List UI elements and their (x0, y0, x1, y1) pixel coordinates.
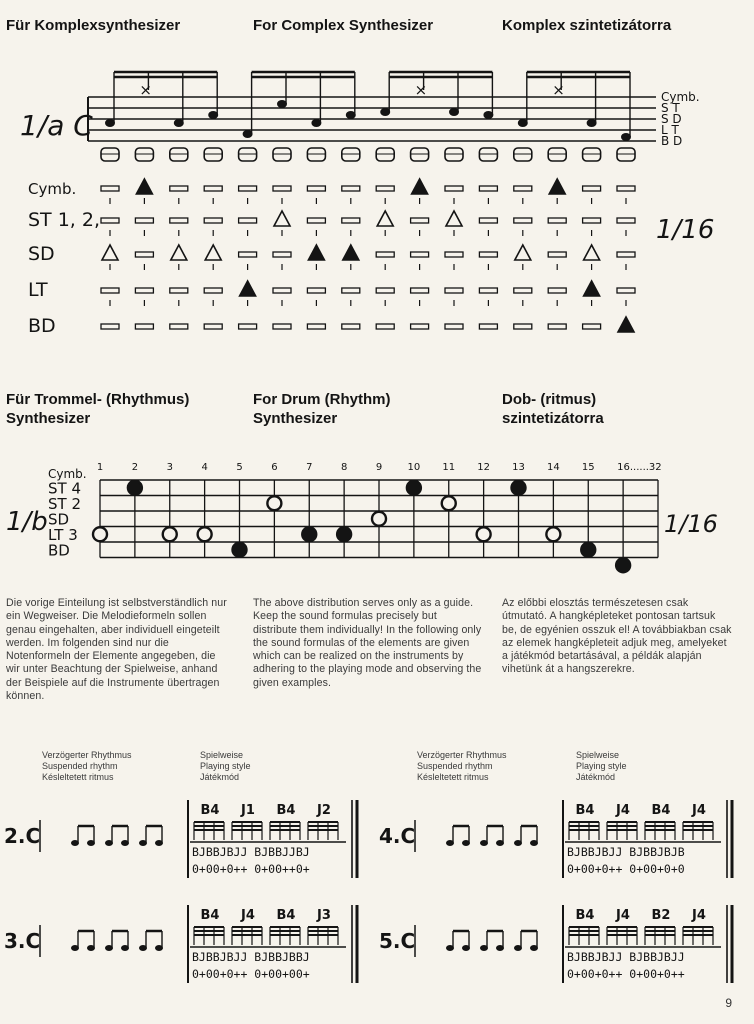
example-notehead (496, 840, 504, 846)
group-label: B4 (575, 908, 595, 923)
header-de-complex: Für Komplexsynthesizer (6, 17, 181, 34)
group-label: B4 (575, 803, 595, 818)
header-en-drum (253, 390, 391, 428)
header-en-drum-line2: Synthesizer (253, 410, 338, 427)
beat-number: 1 (96, 462, 104, 473)
beat-number: 2 (131, 462, 139, 473)
rest-box (170, 324, 188, 329)
example-notehead (87, 840, 95, 846)
paragraph-hu (502, 597, 732, 677)
hit-triangle (136, 179, 152, 194)
example-notehead (121, 840, 129, 846)
example-notehead (87, 945, 95, 951)
rest-box (239, 252, 257, 257)
rhythm-note (372, 512, 386, 526)
staff-label: SD (48, 510, 70, 529)
beat-number: 7 (306, 462, 313, 473)
rest-box (548, 218, 566, 223)
example-notehead (121, 945, 129, 951)
side-mark: 1/16 (664, 510, 718, 538)
rest-box (479, 252, 497, 257)
header-hu-drum-line1: Dob- (ritmus) (502, 391, 597, 408)
example-notehead (462, 945, 470, 951)
beat-number: 11 (442, 462, 456, 473)
right-rhythm-label (417, 750, 507, 783)
rest-box (273, 186, 291, 191)
example-notehead (446, 840, 454, 846)
drum-synth-diagram (0, 450, 754, 590)
example-letters: BJBBJBJJ BJBBJJBJ (192, 845, 310, 859)
group-label: J1 (241, 803, 255, 818)
example-marks: 0+00+0++ 0+00+0+0 (567, 862, 685, 876)
rhythm-note (407, 481, 421, 495)
example-notehead (105, 840, 113, 846)
hit-triangle (377, 211, 393, 226)
right-rhythm-label-hu: Késleltetett ritmus (417, 772, 489, 782)
rest-box (514, 218, 532, 223)
header-hu-complex: Komplex szintetizátorra (502, 17, 672, 34)
rest-box (273, 324, 291, 329)
header-hu-drum-line2: szintetizátorra (502, 410, 604, 427)
row-label: LT (28, 279, 48, 301)
staff-label: Cymb. (661, 90, 700, 104)
rest-box (170, 288, 188, 293)
beat-number: 9 (375, 462, 383, 473)
rest-box (376, 324, 394, 329)
rest-box (583, 186, 601, 191)
left-style-label (200, 750, 251, 783)
rest-box (376, 288, 394, 293)
rest-box (514, 288, 532, 293)
group-label: J3 (317, 908, 331, 923)
rest-box (307, 288, 325, 293)
example-notehead (139, 945, 147, 951)
rest-box (548, 324, 566, 329)
rhythm-note (93, 527, 107, 541)
hit-triangle (274, 211, 290, 226)
rest-box (479, 218, 497, 223)
rest-box (411, 252, 429, 257)
example-notehead (514, 840, 522, 846)
group-label: J4 (692, 803, 706, 818)
example-notehead (155, 945, 163, 951)
hit-triangle (343, 245, 359, 260)
example-notehead (71, 840, 79, 846)
hit-triangle (584, 281, 600, 296)
rest-box (135, 252, 153, 257)
rest-box (307, 218, 325, 223)
left-style-label-de: Spielweise (200, 750, 244, 760)
rest-box (101, 218, 119, 223)
rest-box (583, 324, 601, 329)
staff-label: ST 4 (48, 479, 81, 498)
staff-label: S T (661, 101, 680, 115)
rest-box (445, 186, 463, 191)
rhythm-note (581, 543, 595, 557)
header-de-drum-line1: Für Trommel- (Rhythmus) (6, 391, 190, 408)
rest-box (548, 252, 566, 257)
example-notehead (480, 945, 488, 951)
group-label: B4 (200, 908, 220, 923)
staff-label: Cymb. (48, 467, 87, 481)
rhythm-note (163, 527, 177, 541)
example-label: 4.C (379, 824, 416, 848)
example-notehead (514, 945, 522, 951)
rest-box (135, 288, 153, 293)
rhythm-note (546, 527, 560, 541)
note-cross: × (414, 81, 428, 99)
example-notehead (105, 945, 113, 951)
rest-box (307, 186, 325, 191)
rhythm-note (477, 527, 491, 541)
rest-box (101, 288, 119, 293)
rest-box (204, 288, 222, 293)
paragraph-hu-text: Az előbbi elosztás természetesen csak útmutató. A hangképleteket pontosan tartsuk be, de egyénien osszuk el! A továbbiakban csak az elemek hangképleteit adjuk meg, amelyeket a játékmód betartásával, a példák alapján vihetünk át a hangszerekre. (502, 597, 732, 676)
group-label: J4 (241, 908, 255, 923)
paragraph-de (6, 597, 232, 703)
beat-number: 5 (236, 462, 243, 473)
hit-triangle (102, 245, 118, 260)
rest-box (617, 186, 635, 191)
rest-box (617, 288, 635, 293)
example-label: 5.C (379, 929, 416, 953)
beat-number: 10 (407, 462, 421, 473)
rest-box (135, 218, 153, 223)
header-de-drum (6, 390, 189, 428)
group-label: J4 (616, 803, 630, 818)
rest-box (239, 186, 257, 191)
rest-box (411, 324, 429, 329)
hit-triangle (171, 245, 187, 260)
staff-label: B D (661, 134, 683, 148)
complex-synth-diagram (0, 40, 754, 400)
right-style-label-hu: Játékmód (576, 772, 616, 782)
page-number: 9 (725, 996, 732, 1010)
paragraph-de-text: Die vorige Einteilung ist selbstverständlich nur ein Wegweiser. Die Melodieformeln sollen genau eingehalten, aber individuell eingeteilt werden. Im folgenden sind nur die Notenformeln der Elemente angegeben, die wir unter Beachtung der Spielweise, anhand der Beispiele auf die Instrumente übertragen können. (6, 597, 227, 703)
example-notehead (71, 945, 79, 951)
left-rhythm-label (42, 750, 132, 783)
group-label: J4 (616, 908, 630, 923)
rest-box (514, 186, 532, 191)
right-rhythm-label-de: Verzögerter Rhythmus (417, 750, 507, 760)
rest-box (135, 324, 153, 329)
example-notehead (462, 840, 470, 846)
example-notehead (530, 945, 538, 951)
group-label: J2 (317, 803, 331, 818)
example-notehead (496, 945, 504, 951)
example-letters: BJBBJBJJ BJBBJBJJ (567, 950, 685, 964)
beat-number: 13 (512, 462, 525, 473)
row-label: BD (28, 315, 56, 337)
hit-triangle (618, 317, 634, 332)
right-rhythm-label-en: Suspended rhythm (417, 761, 493, 771)
rest-box (101, 324, 119, 329)
rest-box (170, 186, 188, 191)
paragraph-en-text-2: Keep the sound formulas precisely but distribute them individually! In the following only the sound formulas of the elements are given which can be realized on the instruments by adhering to the playing mode and observing the given examples. (253, 610, 482, 689)
rest-box (445, 288, 463, 293)
paragraph-en (253, 597, 483, 690)
hit-triangle (549, 179, 565, 194)
beat-number: 16......32 (617, 462, 662, 473)
beat-number: 15 (581, 462, 595, 473)
rest-box (479, 186, 497, 191)
rest-box (342, 218, 360, 223)
staff-label: LT 3 (48, 526, 78, 544)
example-notehead (139, 840, 147, 846)
examples-notation (0, 790, 754, 990)
rest-box (101, 186, 119, 191)
beat-number: 4 (201, 462, 208, 473)
beat-number: 14 (547, 462, 560, 473)
right-style-label (576, 750, 627, 783)
left-rhythm-label-en: Suspended rhythm (42, 761, 118, 771)
example-letters: BJBBJBJJ BJBBJBJB (567, 845, 685, 859)
hit-triangle (412, 179, 428, 194)
example-label: 2.C (4, 824, 41, 848)
header-de-drum-line2: Synthesizer (6, 410, 91, 427)
staff-label: L T (661, 123, 679, 137)
rhythm-note (512, 481, 526, 495)
row-label: SD (28, 243, 55, 265)
rest-box (445, 324, 463, 329)
rest-box (479, 288, 497, 293)
rest-box (376, 186, 394, 191)
side-mark: 1/16 (656, 215, 715, 245)
rest-box (239, 324, 257, 329)
rest-box (376, 252, 394, 257)
example-marks: 0+00+0++ 0+00++0+ (192, 862, 310, 876)
example-marks: 0+00+0++ 0+00+00+ (192, 967, 310, 981)
hit-triangle (446, 211, 462, 226)
group-label: B4 (276, 803, 296, 818)
example-letters: BJBBJBJJ BJBBJBBJ (192, 950, 310, 964)
hit-triangle (515, 245, 531, 260)
rest-box (307, 324, 325, 329)
rest-box (204, 218, 222, 223)
rest-box (204, 324, 222, 329)
header-en-complex: For Complex Synthesizer (253, 17, 434, 34)
rest-box (411, 288, 429, 293)
rest-box (445, 252, 463, 257)
left-rhythm-label-de: Verzögerter Rhythmus (42, 750, 132, 760)
beat-number: 3 (166, 462, 173, 473)
note-cross: × (139, 81, 152, 99)
staff-label: ST 2 (48, 495, 81, 513)
beat-number: 12 (477, 462, 490, 473)
note-cross: × (552, 81, 565, 99)
example-label: 3.C (4, 929, 41, 953)
header-hu-drum (502, 390, 604, 428)
beat-number: 8 (340, 462, 348, 473)
rhythm-note (337, 527, 351, 541)
header-en-drum-line1: For Drum (Rhythm) (253, 391, 391, 408)
rest-box (617, 252, 635, 257)
rest-box (239, 218, 257, 223)
rest-box (617, 218, 635, 223)
rest-box (342, 324, 360, 329)
staff-label: BD (48, 541, 70, 560)
rest-box (273, 252, 291, 257)
rest-box (583, 218, 601, 223)
rest-box (479, 324, 497, 329)
right-style-label-de: Spielweise (576, 750, 620, 760)
rhythm-note (302, 527, 316, 541)
left-rhythm-label-hu: Késleltetett ritmus (42, 772, 114, 782)
rest-box (548, 288, 566, 293)
example-marks: 0+00+0++ 0+00+0++ (567, 967, 685, 981)
example-notehead (446, 945, 454, 951)
staff-label: S D (661, 112, 682, 126)
left-style-label-en: Playing style (200, 761, 251, 771)
section-mark: 1/b (6, 507, 48, 537)
rest-box (514, 324, 532, 329)
example-notehead (155, 840, 163, 846)
beat-number: 6 (271, 462, 278, 473)
rhythm-note (442, 496, 456, 510)
rest-box (342, 288, 360, 293)
group-label: J4 (692, 908, 706, 923)
group-label: B2 (651, 908, 671, 923)
rhythm-note (267, 496, 281, 510)
right-style-label-en: Playing style (576, 761, 627, 771)
hit-triangle (308, 245, 324, 260)
section-mark: 1/a C (20, 109, 93, 142)
hit-triangle (205, 245, 221, 260)
group-label: B4 (276, 908, 296, 923)
rest-box (342, 186, 360, 191)
rhythm-note (233, 543, 247, 557)
rest-box (273, 288, 291, 293)
hit-triangle (240, 281, 256, 296)
example-notehead (480, 840, 488, 846)
rest-box (170, 218, 188, 223)
rest-box (411, 218, 429, 223)
rhythm-note (616, 558, 630, 572)
group-label: B4 (651, 803, 671, 818)
left-style-label-hu: Játékmód (200, 772, 240, 782)
rhythm-note (128, 481, 142, 495)
hit-triangle (584, 245, 600, 260)
rest-box (204, 186, 222, 191)
rhythm-note (198, 527, 212, 541)
example-notehead (530, 840, 538, 846)
group-label: B4 (200, 803, 220, 818)
row-label: ST 1, 2, (28, 209, 101, 231)
row-label: Cymb. (28, 180, 77, 198)
paragraph-en-text-1: The above distribution serves only as a guide. (253, 597, 474, 609)
